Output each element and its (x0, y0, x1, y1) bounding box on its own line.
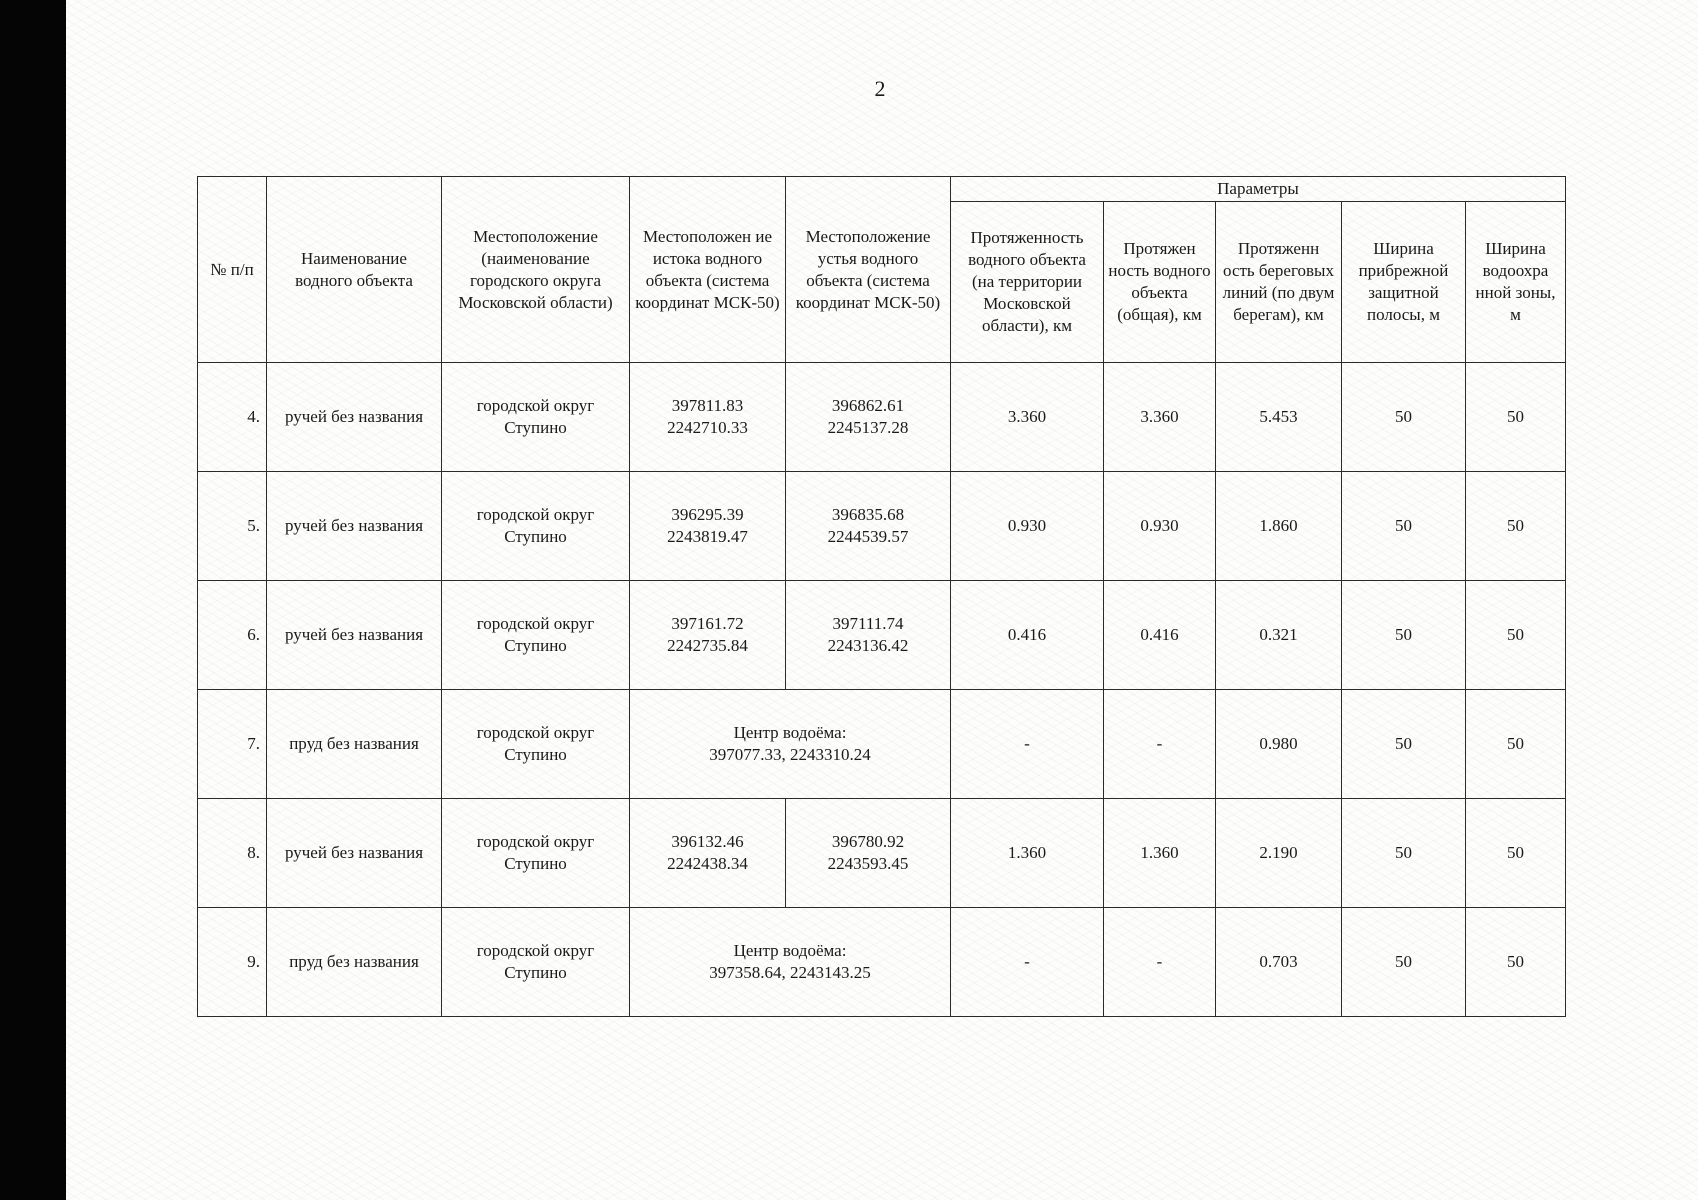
row-protection-zone: 50 (1466, 581, 1566, 690)
center-label: Центр водоёма: (733, 941, 847, 960)
table-row (198, 581, 1566, 690)
row-name: ручей без названия (267, 363, 442, 472)
source-x: 397161.72 (671, 614, 744, 633)
source-x: 396132.46 (671, 832, 744, 851)
mouth-x: 396835.68 (831, 505, 905, 524)
header-num: № п/п (198, 177, 267, 363)
row-mouth-coords (786, 799, 951, 908)
row-length-total: 0.416 (1104, 581, 1216, 690)
row-name: ручей без названия (267, 581, 442, 690)
row-source-coords (630, 472, 786, 581)
mouth-y: 2243136.42 (827, 636, 909, 655)
source-x: 396295.39 (671, 505, 744, 524)
mouth-x: 397111.74 (832, 614, 904, 633)
table-row (198, 472, 1566, 581)
row-num: 6. (198, 581, 267, 690)
table-row (198, 690, 1566, 799)
row-location: городской округ Ступино (442, 690, 630, 799)
row-name: ручей без названия (267, 799, 442, 908)
row-source-coords (630, 799, 786, 908)
row-location: городской округ Ступино (442, 799, 630, 908)
table-row (198, 799, 1566, 908)
row-shoreline: 0.321 (1216, 581, 1342, 690)
center-coords: 397077.33, 2243310.24 (709, 745, 871, 764)
table-row (198, 363, 1566, 472)
row-location: городской округ Ступино (442, 472, 630, 581)
row-num: 8. (198, 799, 267, 908)
row-shoreline: 5.453 (1216, 363, 1342, 472)
row-length-total: 1.360 (1104, 799, 1216, 908)
row-length-region: 0.416 (951, 581, 1104, 690)
mouth-x: 396862.61 (831, 396, 905, 415)
row-coastal-strip: 50 (1342, 581, 1466, 690)
row-center-coords (630, 690, 951, 799)
page-number: 2 (874, 76, 886, 101)
row-name: пруд без названия (267, 908, 442, 1017)
row-location: городской округ Ступино (442, 581, 630, 690)
row-coastal-strip: 50 (1342, 690, 1466, 799)
mouth-y: 2245137.28 (827, 418, 909, 437)
header-source: Местоположен ие истока водного объекта (система координат МСК-50) (630, 177, 786, 363)
row-center-coords (630, 908, 951, 1017)
row-coastal-strip: 50 (1342, 363, 1466, 472)
row-source-coords (630, 363, 786, 472)
row-length-region: 3.360 (951, 363, 1104, 472)
row-num: 7. (198, 690, 267, 799)
row-num: 9. (198, 908, 267, 1017)
row-protection-zone: 50 (1466, 690, 1566, 799)
header-name: Наименование водного объекта (267, 177, 442, 363)
header-length-total: Протяжен ность водного объекта (общая), км (1104, 202, 1216, 363)
header-location: Местоположение (наименование городского округа Московской области) (442, 177, 630, 363)
header-mouth: Местоположение устья водного объекта (система координат МСК-50) (786, 177, 951, 363)
row-length-total: - (1104, 690, 1216, 799)
row-coastal-strip: 50 (1342, 472, 1466, 581)
row-coastal-strip: 50 (1342, 799, 1466, 908)
header-shoreline: Протяженн ость береговых линий (по двум берегам), км (1216, 202, 1342, 363)
row-num: 4. (198, 363, 267, 472)
scan-edge (0, 0, 66, 1200)
row-length-region: 1.360 (951, 799, 1104, 908)
source-y: 2242438.34 (667, 854, 748, 873)
table-row (198, 908, 1566, 1017)
row-coastal-strip: 50 (1342, 908, 1466, 1017)
row-length-total: 3.360 (1104, 363, 1216, 472)
row-name: пруд без названия (267, 690, 442, 799)
row-location: городской округ Ступино (442, 363, 630, 472)
row-mouth-coords (786, 363, 951, 472)
row-length-region: - (951, 908, 1104, 1017)
header-protection-zone: Ширина водоохра нной зоны, м (1466, 202, 1566, 363)
header-coastal-strip: Ширина прибрежной защитной полосы, м (1342, 202, 1466, 363)
row-length-region: - (951, 690, 1104, 799)
mouth-y: 2243593.45 (827, 854, 909, 873)
center-coords: 397358.64, 2243143.25 (709, 963, 871, 982)
row-mouth-coords (786, 472, 951, 581)
row-shoreline: 0.980 (1216, 690, 1342, 799)
row-location: городской округ Ступино (442, 908, 630, 1017)
row-shoreline: 2.190 (1216, 799, 1342, 908)
source-y: 2242710.33 (667, 418, 748, 437)
header-params-title: Параметры (951, 177, 1566, 202)
water-objects-table (197, 176, 1566, 1017)
center-label: Центр водоёма: (733, 723, 847, 742)
row-length-region: 0.930 (951, 472, 1104, 581)
row-shoreline: 1.860 (1216, 472, 1342, 581)
header-length-region: Протяженность водного объекта (на территории Московской области), км (951, 202, 1104, 363)
source-y: 2243819.47 (667, 527, 748, 546)
row-name: ручей без названия (267, 472, 442, 581)
row-protection-zone: 50 (1466, 908, 1566, 1017)
source-y: 2242735.84 (667, 636, 748, 655)
mouth-y: 2244539.57 (827, 527, 909, 546)
row-source-coords (630, 581, 786, 690)
mouth-x: 396780.92 (831, 832, 905, 851)
row-length-total: 0.930 (1104, 472, 1216, 581)
row-protection-zone: 50 (1466, 799, 1566, 908)
row-protection-zone: 50 (1466, 472, 1566, 581)
source-x: 397811.83 (671, 396, 744, 415)
row-protection-zone: 50 (1466, 363, 1566, 472)
row-num: 5. (198, 472, 267, 581)
row-shoreline: 0.703 (1216, 908, 1342, 1017)
row-mouth-coords (786, 581, 951, 690)
row-length-total: - (1104, 908, 1216, 1017)
